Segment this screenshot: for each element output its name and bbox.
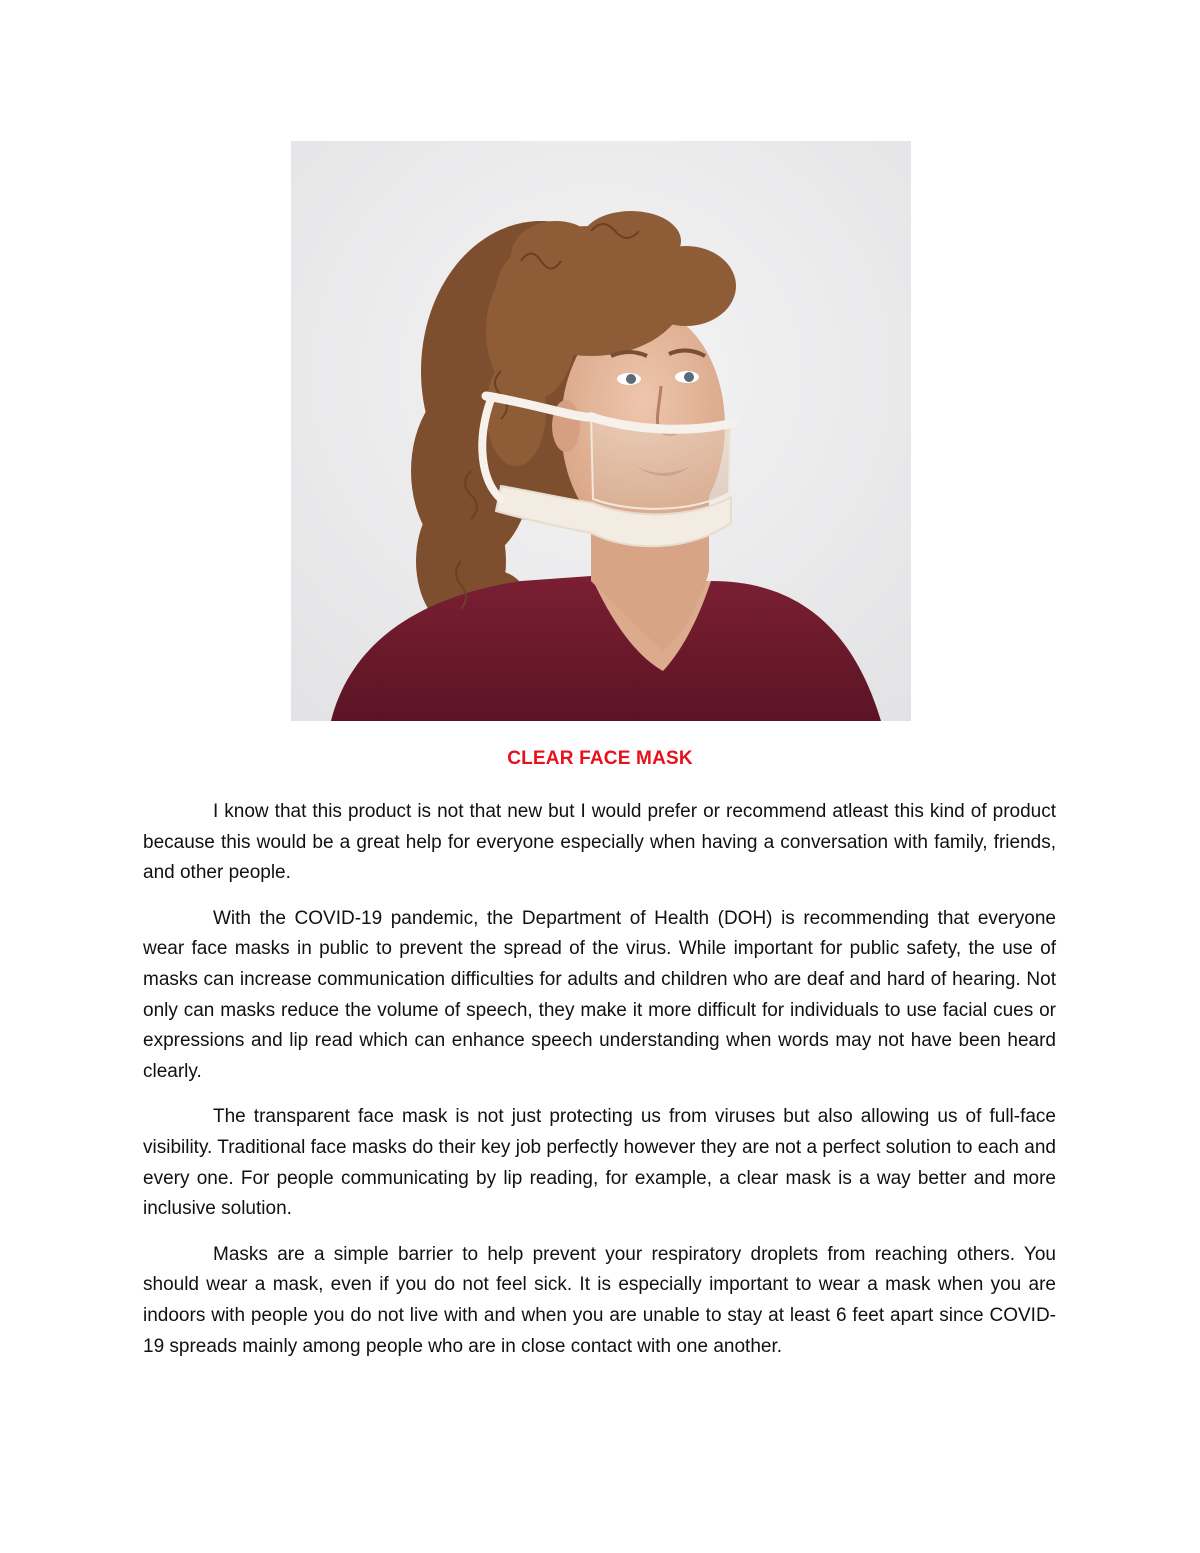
document-title: CLEAR FACE MASK — [507, 748, 693, 769]
photo-illustration — [291, 141, 911, 721]
document-body — [143, 797, 1056, 1377]
left-iris — [626, 374, 636, 384]
paragraph-transparent-mask: The transparent face mask is not just protecting us from viruses but also allowing us of full-face visibility. Traditional face masks do their key job perfectly however they are not a perfect solution to each and every one. For people communicating by lip reading, for example, a clear mask is a way better and more inclusive solution. — [143, 1106, 1056, 1220]
woman-clear-mask-photo — [291, 141, 911, 721]
paragraph-simple-barrier: Masks are a simple barrier to help prevent your respiratory droplets from reaching others. You should wear a mask, even if you do not feel sick. It is especially important to wear a mask when you are indoors with people you do not live with and when you are unable to stay at least 6 feet apart since COVID-19 spreads mainly among people who are in close contact with one another. — [143, 1243, 1056, 1357]
paragraph-intro: I know that this product is not that new but I would prefer or recommend atleast this kind of product because this would be a great help for everyone especially when having a conversation with family, friends, and other people. — [143, 801, 1056, 884]
right-iris — [684, 372, 694, 382]
paragraph-covid-doh: With the COVID-19 pandemic, the Department of Health (DOH) is recommending that everyone wear face masks in public to prevent the spread of the virus. While important for public safety, the use of masks can increase communication difficulties for adults and children who are deaf and hard of hearing. Not only can masks reduce the volume of speech, they make it more difficult for individuals to use facial cues or expressions and lip read which can enhance speech understanding when words may not have been heard clearly. — [143, 907, 1056, 1082]
